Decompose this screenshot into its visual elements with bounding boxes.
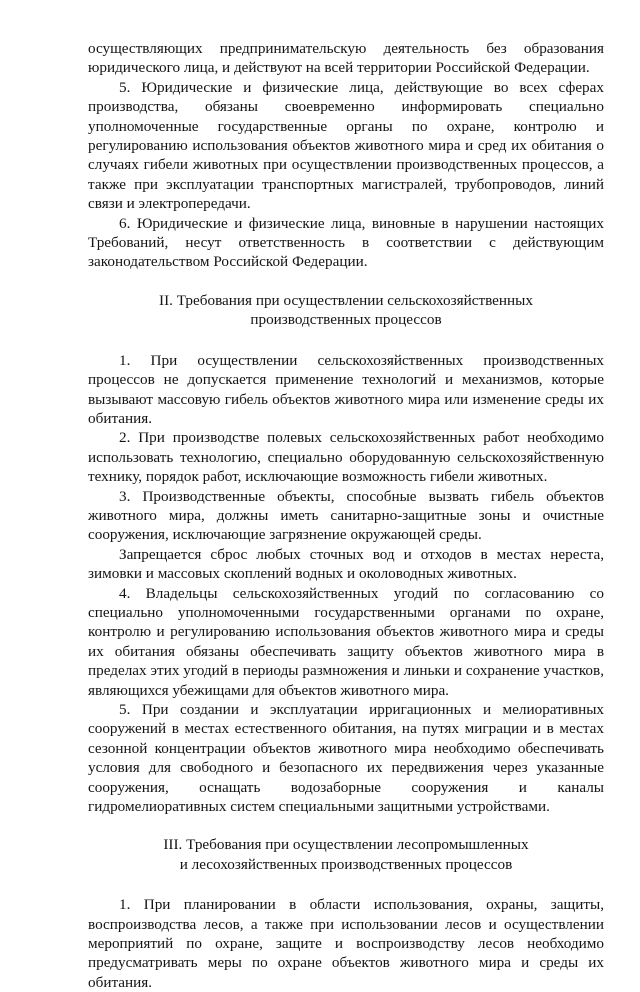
- body-paragraph: 5. При создании и эксплуатации ирригационных и мелиоративных сооружений в местах естественного обитания, на путях миграции и в местах сезонной концентрации объектов животного мира необходимо обеспечивать условия для свободного и безопасного их передвижения через указанные сооружения, оснащать водозаборные сооружения и каналы гидромелиоративных систем специальными защитными устройствами.: [88, 701, 604, 816]
- body-paragraph: 4. Владельцы сельскохозяйственных угодий по согласованию со специально уполномоченными государственными органами по охране, контролю и регулированию использования объектов животного мира и среды их обитания обязаны обеспечивать защиту объектов животного мира в пределах этих угодий в периоды размножения и линьки и сохранение участков, являющихся убежищами для объектов животного мира.: [88, 584, 604, 699]
- document-page: [88, 39, 604, 992]
- section-spacer: [88, 272, 604, 291]
- body-paragraph: 6. Юридические и физические лица, виновные в нарушении настоящих Требований, несут ответственность в соответствии с действующим законодательством Российской Федерации.: [88, 214, 604, 271]
- section-heading-line: и лесохозяйственных производственных процессов: [179, 855, 513, 873]
- body-paragraph: Запрещается сброс любых сточных вод и отходов в местах нереста, зимовки и массовых скоплений водных и околоводных животных.: [88, 545, 604, 583]
- section-heading-line: производственных процессов: [250, 311, 442, 329]
- body-paragraph: 5. Юридические и физические лица, действующие во всех сферах производства, обязаны своевременно информировать специально уполномоченные государственные органы по охране, контролю и регулированию использования объектов животного мира и сред их обитания о случаях гибели животных при осуществлении производственных процессов, а также при эксплуатации транспортных магистралей, трубопроводов, линий связи и электропередачи.: [88, 78, 604, 213]
- section-heading-line: III. Требования при осуществлении лесопромышленных: [163, 836, 529, 854]
- body-paragraph: 2. При производстве полевых сельскохозяйственных работ необходимо использовать технологию, специально оборудованную сельскохозяйственную технику, порядок работ, исключающие возможность гибели животных.: [88, 429, 604, 486]
- body-paragraph: 3. Производственные объекты, способные вызвать гибель объектов животного мира, должны иметь санитарно-защитные зоны и очистные сооружения, исключающие загрязнение окружающей среды.: [88, 487, 604, 544]
- body-paragraph: 1. При планировании в области использования, охраны, защиты, воспроизводства лесов, а также при использовании лесов и осуществлении мероприятий по охране, защите и воспроизводству лесов необходимо предусматривать меры по охране объектов животного мира и среды их обитания.: [88, 896, 604, 991]
- section-spacer: [88, 330, 604, 351]
- section-spacer: [88, 816, 604, 835]
- section-heading-line: II. Требования при осуществлении сельскохозяйственных: [159, 291, 533, 309]
- body-paragraph: осуществляющих предпринимательскую деятельность без образования юридического лица, и действуют на всей территории Российской Федерации.: [88, 40, 604, 77]
- body-paragraph: 1. При осуществлении сельскохозяйственных производственных процессов не допускается применение технологий и механизмов, которые вызывают массовую гибель объектов животного мира или изменение среды их обитания.: [88, 351, 604, 427]
- section-spacer: [88, 874, 604, 895]
